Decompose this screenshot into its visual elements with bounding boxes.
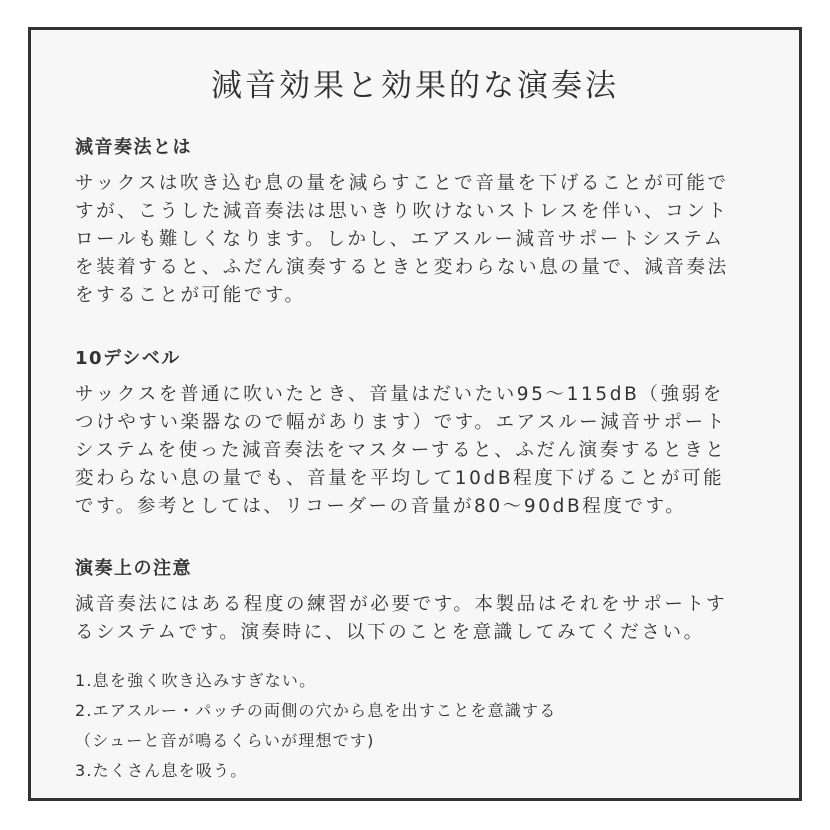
section-paragraph xyxy=(75,170,775,310)
paragraph-line: をすることが可能です。 xyxy=(75,285,306,306)
paragraph-line: を装着すると、ふだん演奏するときと変わらない息の量で、減音奏法 xyxy=(75,257,729,278)
content-frame xyxy=(28,27,802,801)
paragraph-line: ロールも難しくなります。しかし、エアスルー減音サポートシステム xyxy=(75,229,725,250)
paragraph-line: サックスを普通に吹いたとき、音量はだいたい95〜115dB（強弱を xyxy=(75,384,724,405)
paragraph-line: です。参考としては、リコーダーの音量が80〜90dB程度です。 xyxy=(75,496,687,517)
section-paragraph xyxy=(75,381,775,521)
section-performance-notes xyxy=(75,556,775,647)
tips-list xyxy=(75,666,775,786)
page-title: 減音効果と効果的な演奏法 xyxy=(211,68,619,104)
paragraph-line: すが、こうした減音奏法は思いきり吹けないストレスを伴い、コント xyxy=(75,201,729,222)
section-heading: 減音奏法とは xyxy=(75,137,192,158)
paragraph-line: つけやすい楽器なので幅があります）です。エアスルー減音サポート xyxy=(75,412,727,433)
section-10-decibels xyxy=(75,346,775,521)
list-item: （シューと音が鳴るくらいが理想です) xyxy=(75,731,375,750)
paragraph-line: るシステムです。演奏時に、以下のことを意識してみてください。 xyxy=(75,622,705,643)
paragraph-line: サックスは吹き込む息の量を減らすことで音量を下げることが可能で xyxy=(75,173,729,194)
paragraph-line: 減音奏法にはある程度の練習が必要です。本製品はそれをサポートす xyxy=(75,594,728,615)
section-reduction-technique xyxy=(75,135,775,310)
list-item: 1.息を強く吹き込みすぎない。 xyxy=(75,671,317,690)
section-paragraph xyxy=(75,591,775,647)
section-heading: 演奏上の注意 xyxy=(75,558,192,579)
paragraph-line: システムを使った減音奏法をマスターすると、ふだん演奏するときと xyxy=(75,440,727,461)
list-item: 3.たくさん息を吸う。 xyxy=(75,761,248,780)
list-item: 2.エアスルー・パッチの両側の穴から息を出すことを意識する xyxy=(75,701,557,720)
paragraph-line: 変わらない息の量でも、音量を平均して10dB程度下げることが可能 xyxy=(75,468,725,489)
section-heading: 10デシベル xyxy=(75,348,181,369)
